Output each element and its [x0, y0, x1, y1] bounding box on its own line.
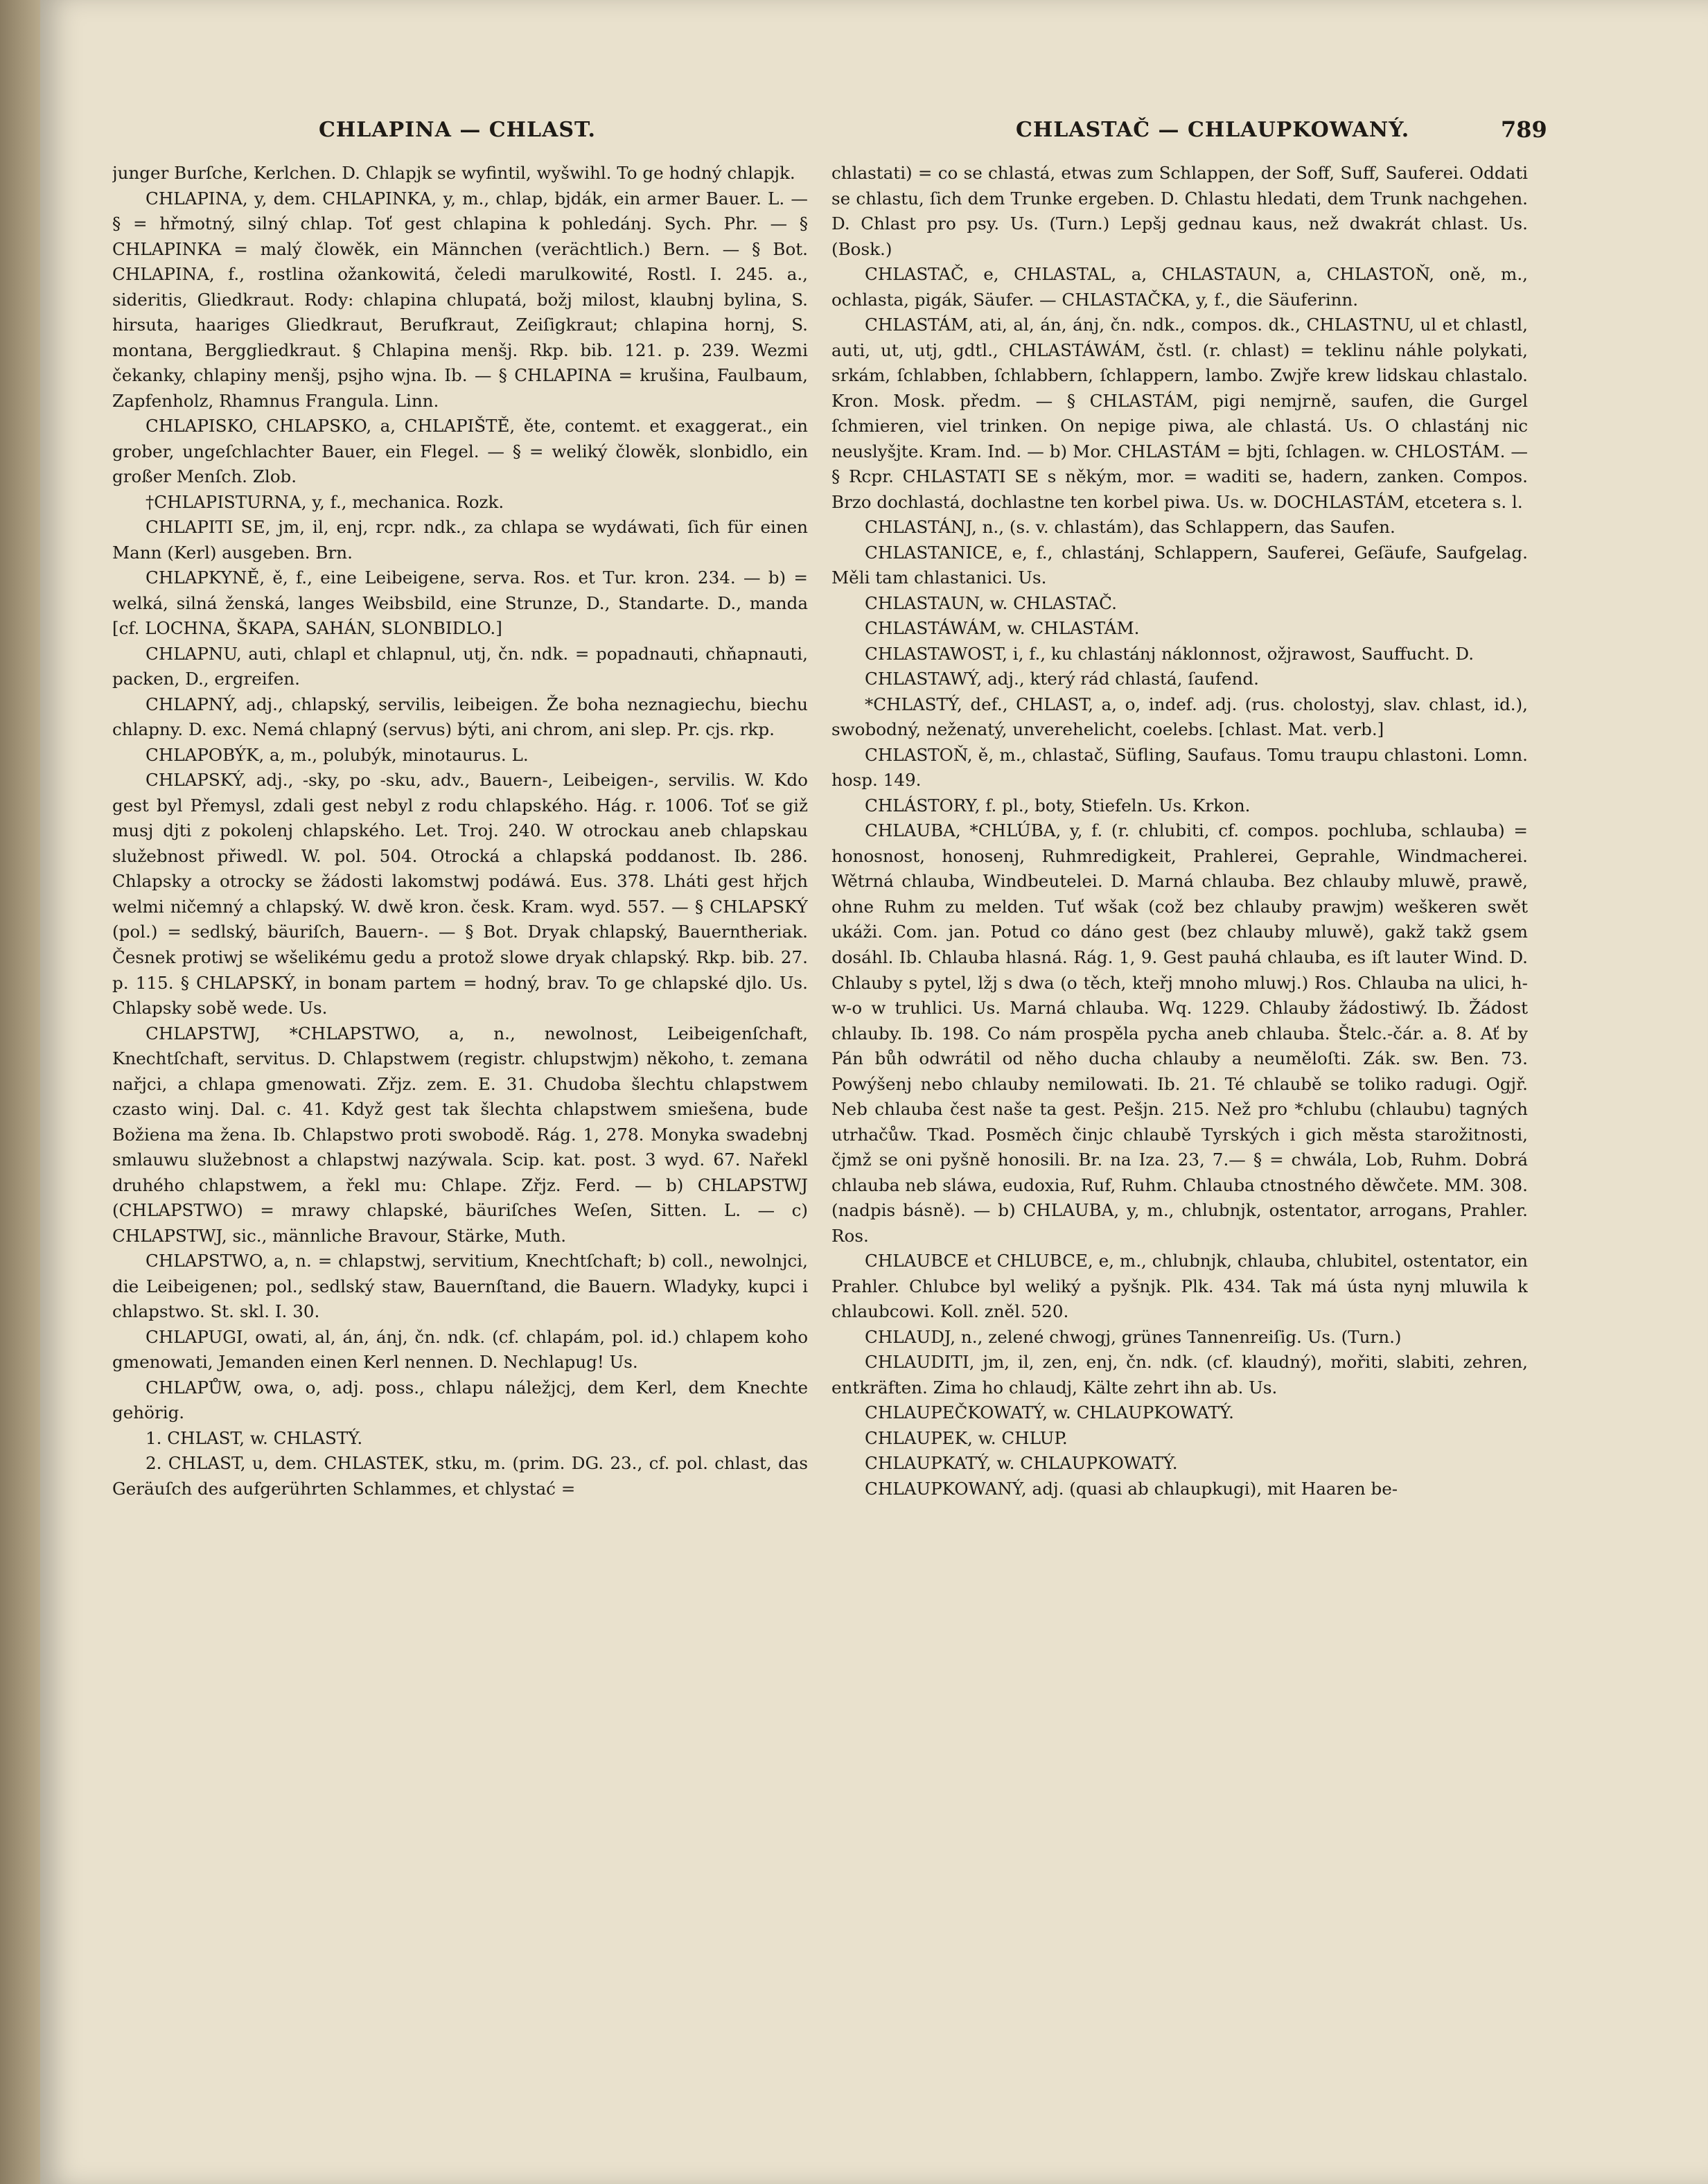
entry-chlaubce: CHLAUBCE et CHLUBCE, e, m., chlubnjk, chlauba, chlubitel, ostentator, ein Prahler. Chlubce byl weliký a pyšnjk. Plk. 434. Tak má ústa nynj mluwila k chlaubcowi. Koll. zněl. 520.: [831, 1251, 1528, 1322]
entry-chlastam: CHLASTÁM, ati, al, án, ánj, čn. ndk., compos. dk., CHLASTNU, ul et chlastl, auti, ut, utj, gdtl., CHLASTÁWÁM, čstl. (r. chlast) = teklinu náhle polykati, srkám, ſchlabben, ſchlabbern, ſchlappern, lambo. Zwjře krew lidskau chlastalo. Kron. Mosk. předm. — § CHLASTÁM, pigi nemjrně, saufen, die Gurgel ſchmieren, viel trinken. On nepige piwa, ale chlastá. Us. O chlastánj nic neuslyšjte. Kram. Ind. — b) Mor. CHLASTÁM = bjti, ſchlagen. w. CHLOSTÁM. — § Rcpr. CHLASTATI SE s někým, mor. = waditi se, hadern, zanken. Compos. Brzo dochlastá, dochlastne ten korbel piwa. Us. w. DOCHLASTÁM, etcetera s. l.: [831, 315, 1528, 512]
right-column: [831, 161, 1528, 2087]
entry-chlapina: CHLAPINA, y, dem. CHLAPINKA, y, m., chlap, bjdák, ein armer Bauer. L. — § = hřmotný, silný chlap. Toť gest chlapina k pohledánj. Sych. Phr. — § CHLAPINKA = malý člowěk, ein Männchen (verächtlich.) Bern. — § Bot. CHLAPINA, f., rostlina ožankowitá, čeledi marulkowité, Rostl. I. 245. a., sideritis, Gliedkraut. Rody: chlapina chlupatá, božj milost, klaubnj bylina, S. hirsuta, haariges Gliedkraut, Berufkraut, Zeiſigkraut; chlapina hornj, S. montana, Berggliedkraut. § Chlapina menšj. Rkp. bib. 121. p. 239. Wezmi čekanky, chlapiny menšj, psjho wjna. Ib. — § CHLAPINA = krušina, Faulbaum, Zapfenholz, Rhamnus Frangula. Linn.: [112, 188, 808, 411]
entry-chlaupek: CHLAUPEK, w. CHLUP.: [865, 1427, 1068, 1448]
entry-chlapstwj: CHLAPSTWJ, *CHLAPSTWO, a, n., newolnost, Leibeigenſchaft, Knechtſchaft, servitus. D. Chlapstwem (registr. chlupstwjm) někoho, t. zemana nařjci, a chlapa gmenowati. Zřjz. zem. E. 31. Chudoba šlechtu chlapstwem czasto winj. Dal. c. 41. Když gest tak šlechta chlapstwem smiešena, bude Božiena ma žena. Ib. Chlapstwo proti swobodě. Rág. 1, 278. Monyka swadebnj smlauwu služebnost a chlapstwj nazýwala. Scip. kat. post. 3 wyd. 67. Nařekl druhého chlapstwem, a řekl mu: Chlape. Zřjz. Ferd. — b) CHLAPSTWJ (CHLAPSTWO) = mrawy chlapské, bäuriſches Weſen, Sitten. L. — c) CHLAPSTWJ, sic., männliche Bravour, Stärke, Muth.: [112, 1023, 808, 1246]
entry-chlaupkaty: CHLAUPKATÝ, w. CHLAUPKOWATÝ.: [865, 1453, 1178, 1474]
entry-chlapiti: CHLAPITI SE, jm, il, enj, rcpr. ndk., za chlapa se wydáwati, ſich für einen Mann (Kerl) ausgeben. Brn.: [112, 517, 808, 563]
entry-chlastanice: CHLASTANICE, e, f., chlastánj, Schlappern, Sauferei, Geſäufe, Saufgelag. Měli tam chlastanici. Us.: [831, 542, 1528, 588]
entry-chlapkyne: CHLAPKYNĚ, ě, f., eine Leibeigene, serva. Ros. et Tur. kron. 234. — b) = welká, silná ženská, langes Weibsbild, eine Strunze, D., Standarte. D., manda [cf. LOCHNA, ŠKAPA, SAHÁN, SLONBIDLO.]: [112, 567, 808, 639]
left-column-header: CHLAPINA — CHLAST.: [319, 118, 596, 142]
entry-chlastanj: CHLASTÁNJ, n., (s. v. chlastám), das Schlappern, das Saufen.: [865, 517, 1396, 538]
left-column: [112, 161, 808, 2087]
page-number: 789: [1501, 116, 1547, 143]
entry-chlaudj: CHLAUDJ, n., zelené chwogj, grünes Tannenreiſig. Us. (Turn.): [865, 1326, 1402, 1347]
entry-chlast-1: 1. CHLAST, w. CHLASTÝ.: [146, 1427, 363, 1448]
entry-chlastaun: CHLASTAUN, w. CHLASTAČ.: [865, 592, 1117, 613]
entry-continuation: chlastati) = co se chlastá, etwas zum Schlappen, der Soff, Suff, Sauferei. Oddati se chlastu, ſich dem Trunke ergeben. D. Chlastu hledati, dem Trunk nachgehen. D. Chlast pro psy. Us. (Turn.) Lepšj gednau kaus, než dwakrát chlast. Us. (Bosk.): [831, 163, 1528, 259]
entry-chlauba: CHLAUBA, *CHLÚBA, y, f. (r. chlubiti, cf. compos. pochluba, schlauba) = honosnost, honosenj, Ruhmredigkeit, Prahlerei, Geprahle, Windmacherei. Wětrná chlauba, Windbeutelei. D. Marná chlauba. Bez chlauby mluwě, prawě, ohne Ruhm zu melden. Tuť wšak (což bez chlauby prawjm) weškeren swět ukáži. Com. jan. Potud co dáno gest (bez chlauby mluwě), gakž takž gsem dosáhl. Ib. Chlauba hlasná. Rág. 1, 9. Gest pauhá chlauba, es iſt lauter Wind. D. Chlauby s pytel, lžj s dwa (o těch, kteřj mnoho mluwj.) Ros. Chlauba na ulici, h-w-o w truhlici. Us. Marná chlauba. Wq. 1229. Chlauby žádostiwý. Ib. Žádost chlauby. Ib. 198. Co nám prospěla pycha aneb chlauba. Štelc.-čár. a. 8. Ať by Pán bůh odwrátil od něho ducha chlauby a neuměloſti. Zák. sw. Ben. 73. Powýšenj nebo chlauby nemilowati. Ib. 21. Té chlaubě se toliko radugi. Ogjř. Neb chlauba čest naše ta gest. Pešjn. 215. Než pro *chlubu (chlaubu) tagných utrhačůw. Tkad. Posměch činjc chlaubě Tyrských i gich města starožitnosti, čjmž se oni pyšně honosili. Br. na Iza. 23, 7.— § = chwála, Lob, Ruhm. Dobrá chlauba neb sláwa, eudoxia, Ruf, Ruhm. Chlauba ctnostného děwčete. MM. 308. (nadpis básně). — b) CHLAUBA, y, m., chlubnjk, ostentator, arrogans, Prahler. Ros.: [831, 820, 1528, 1246]
entry-chlastawy: CHLASTAWÝ, adj., který rád chlastá, ſaufend.: [865, 669, 1259, 689]
entry-chlastac: CHLASTAČ, e, CHLASTAL, a, CHLASTAUN, a, CHLASTOŇ, oně, m., ochlasta, pigák, Säufer. — CHLASTAČKA, y, f., die Säuferinn.: [831, 264, 1528, 310]
entry-chlapobyk: CHLAPOBÝK, a, m., polubýk, minotaurus. L.: [146, 744, 529, 765]
entry-chlapny: CHLAPNÝ, adj., chlapský, servilis, leibeigen. Že boha neznagiechu, biechu chlapny. D. exc. Nemá chlapný (servus) býti, ani chrom, ani slep. Pr. cjs. rkp.: [112, 694, 808, 740]
entry-chlastawam: CHLASTÁWÁM, w. CHLASTÁM.: [865, 618, 1140, 639]
entry-chlapisturna: †CHLAPISTURNA, y, f., mechanica. Rozk.: [146, 491, 504, 512]
entry-chlaston: CHLASTOŇ, ě, m., chlastač, Süfling, Saufaus. Tomu traupu chlastoni. Lomn. hosp. 149.: [831, 744, 1528, 791]
dictionary-page: [40, 0, 1708, 2184]
entry-chlapstwo: CHLAPSTWO, a, n. = chlapstwj, servitium, Knechtſchaft; b) coll., newolnjci, die Leibeigenen; pol., sedlský staw, Bauernſtand, die Bauern. Wladyky, kupci i chlapstwo. St. skl. I. 30.: [112, 1251, 808, 1322]
entry-chlastory: CHLÁSTORY, f. pl., boty, Stiefeln. Us. Krkon.: [865, 795, 1251, 816]
entry-chlapugi: CHLAPUGI, owati, al, án, ánj, čn. ndk. (cf. chlapám, pol. id.) chlapem koho gmenowati, Jemanden einen Kerl nennen. D. Nechlapug! Us.: [112, 1326, 808, 1373]
entry-chlauditi: CHLAUDITI, jm, il, zen, enj, čn. ndk. (cf. klaudný), mořiti, slabiti, zehren, entkräften. Zima ho chlaudj, Kälte zehrt ihn ab. Us.: [831, 1352, 1528, 1398]
entry-chlaupeckowaty: CHLAUPEČKOWATÝ, w. CHLAUPKOWATÝ.: [865, 1402, 1234, 1423]
entry-continuation: junger Burſche, Kerlchen. D. Chlapjk se wyfintil, wyšwihl. To ge hodný chlapjk.: [112, 163, 795, 183]
right-column-header: CHLASTAČ — CHLAUPKOWANÝ.: [1016, 118, 1410, 142]
entry-chlast-2: 2. CHLAST, u, dem. CHLASTEK, stku, m. (prim. DG. 23., cf. pol. chlast, das Geräuſch des aufgerührten Schlammes, et chlystać =: [112, 1453, 808, 1499]
entry-chlapsky: CHLAPSKÝ, adj., -sky, po -sku, adv., Bauern-, Leibeigen-, servilis. W. Kdo gest byl Přemysl, zdali gest nebyl z rodu chlapského. Hág. r. 1006. Toť se giž musj djti z pokolenj chlapského. Let. Troj. 240. W otrockau aneb chlapskau služebnost přiwedl. W. pol. 504. Otrocká a chlapská poddanost. Ib. 286. Chlapsky a otrocky se žádosti lakomstwj podáwá. Eus. 378. Lháti gest hřjch welmi ničemný a chlapský. W. dwě kron. česk. Kram. wyd. 557. — § CHLAPSKÝ (pol.) = sedlský, bäuriſch, Bauern-. — § Bot. Dryak chlapský, Bauerntheriak. Česnek protiwj se wšelikému gedu a protož slowe dryak chlapský. Rkp. bib. 27. p. 115. § CHLAPSKÝ, in bonam partem = hodný, brav. To ge chlapské djlo. Us. Chlapsky sobě wede. Us.: [112, 770, 808, 1019]
entry-chlasty: *CHLASTÝ, def., CHLAST, a, o, indef. adj. (rus. cholostyj, slav. chlast, id.), swobodný, neženatý, unverehelicht, coelebs. [chlast. Mat. verb.]: [831, 694, 1528, 740]
entry-chlaupkowany: CHLAUPKOWANÝ, adj. (quasi ab chlaupkugi), mit Haaren be-: [865, 1478, 1398, 1499]
entry-chlastawost: CHLASTAWOST, i, f., ku chlastánj náklonnost, ožjrawost, Sauffucht. D.: [865, 643, 1474, 664]
book-spine: [0, 0, 40, 2184]
entry-chlapuw: CHLAPŮW, owa, o, adj. poss., chlapu náležjcj, dem Kerl, dem Knechte gehörig.: [112, 1377, 808, 1423]
entry-chlapisko: CHLAPISKO, CHLAPSKO, a, CHLAPIŠTĚ, ěte, contemt. et exaggerat., ein grober, ungeſchlachter Bauer, ein Flegel. — § = weliký člowěk, slonbidlo, ein großer Menſch. Zlob.: [112, 416, 808, 487]
entry-chlapnu: CHLAPNU, auti, chlapl et chlapnul, utj, čn. ndk. = popadnauti, chňapnauti, packen, D., ergreifen.: [112, 643, 808, 689]
